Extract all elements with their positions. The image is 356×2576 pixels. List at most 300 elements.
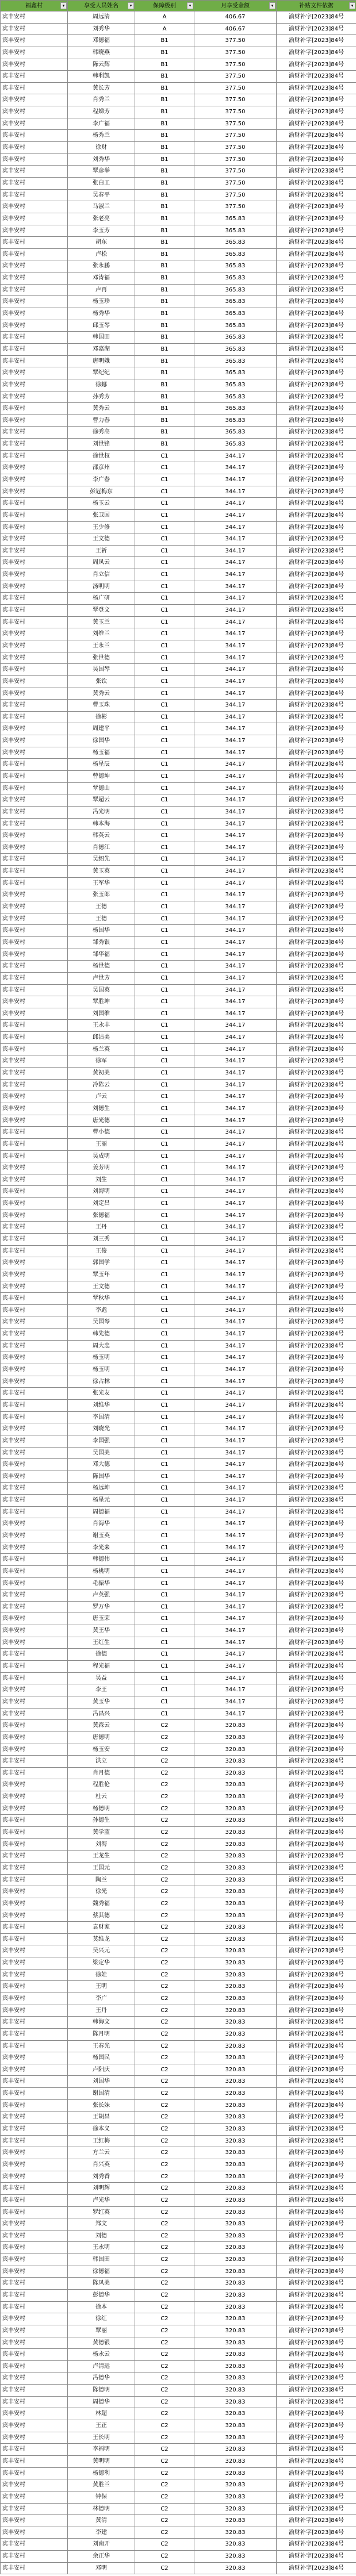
cell-amount[interactable]: 344.17: [194, 486, 277, 498]
cell-village[interactable]: 宾丰安村: [1, 1732, 68, 1744]
cell-amount[interactable]: 377.50: [194, 153, 277, 166]
cell-name[interactable]: 肖兴英: [68, 2159, 135, 2171]
cell-village[interactable]: 宾丰安村: [1, 1411, 68, 1423]
cell-file[interactable]: 渝财补字[2023]84号: [277, 901, 356, 913]
cell-village[interactable]: 宾丰安村: [1, 1352, 68, 1364]
cell-file[interactable]: 渝财补字[2023]84号: [277, 1423, 356, 1435]
cell-file[interactable]: 渝财补字[2023]84号: [277, 877, 356, 889]
cell-name[interactable]: 覃彦举: [68, 166, 135, 178]
cell-village[interactable]: 宾丰安村: [1, 355, 68, 367]
cell-file[interactable]: 渝财补字[2023]84号: [277, 1020, 356, 1032]
cell-amount[interactable]: 320.83: [194, 1756, 277, 1768]
cell-name[interactable]: 覃玉年: [68, 1269, 135, 1281]
cell-file[interactable]: 渝财补字[2023]84号: [277, 925, 356, 937]
cell-amount[interactable]: 344.17: [194, 1008, 277, 1020]
cell-name[interactable]: 黄德银: [68, 2337, 135, 2349]
cell-amount[interactable]: 344.17: [194, 1590, 277, 1602]
cell-village[interactable]: 宾丰安村: [1, 794, 68, 807]
cell-level[interactable]: B1: [135, 414, 194, 427]
cell-name[interactable]: 冷陈云: [68, 1079, 135, 1091]
cell-level[interactable]: B1: [135, 367, 194, 379]
cell-village[interactable]: 宾丰安村: [1, 343, 68, 355]
cell-name[interactable]: 徐彬: [68, 711, 135, 723]
cell-level[interactable]: C1: [135, 1138, 194, 1150]
cell-village[interactable]: 宾丰安村: [1, 1720, 68, 1732]
cell-village[interactable]: 宾丰安村: [1, 1257, 68, 1269]
cell-amount[interactable]: 344.17: [194, 1316, 277, 1329]
cell-file[interactable]: 渝财补字[2023]84号: [277, 2360, 356, 2372]
cell-village[interactable]: 宾丰安村: [1, 2455, 68, 2467]
cell-name[interactable]: 王丹: [68, 1222, 135, 1234]
cell-name[interactable]: 张白工: [68, 177, 135, 189]
cell-level[interactable]: C1: [135, 1495, 194, 1507]
cell-level[interactable]: C2: [135, 2278, 194, 2290]
cell-village[interactable]: 宾丰安村: [1, 664, 68, 676]
cell-village[interactable]: 宾丰安村: [1, 1590, 68, 1602]
cell-level[interactable]: C1: [135, 1281, 194, 1293]
cell-name[interactable]: 王德: [68, 913, 135, 925]
cell-village[interactable]: 宾丰安村: [1, 2124, 68, 2136]
cell-level[interactable]: C2: [135, 2444, 194, 2456]
cell-file[interactable]: 渝财补字[2023]84号: [277, 593, 356, 605]
cell-village[interactable]: 宾丰安村: [1, 593, 68, 605]
cell-village[interactable]: 宾丰安村: [1, 936, 68, 949]
cell-village[interactable]: 宾丰安村: [1, 984, 68, 996]
cell-level[interactable]: C2: [135, 1862, 194, 1874]
cell-name[interactable]: 程光福: [68, 1661, 135, 1673]
cell-village[interactable]: 宾丰安村: [1, 462, 68, 474]
cell-file[interactable]: 渝财补字[2023]84号: [277, 1222, 356, 1234]
cell-name[interactable]: 王春光: [68, 2040, 135, 2052]
cell-name[interactable]: 吴益: [68, 1672, 135, 1684]
cell-village[interactable]: 宾丰安村: [1, 1293, 68, 1305]
cell-file[interactable]: 渝财补字[2023]84号: [277, 1565, 356, 1577]
cell-file[interactable]: 渝财补字[2023]84号: [277, 1411, 356, 1423]
cell-level[interactable]: C1: [135, 961, 194, 973]
cell-village[interactable]: 宾丰安村: [1, 2349, 68, 2361]
cell-amount[interactable]: 320.83: [194, 1779, 277, 1791]
cell-amount[interactable]: 320.83: [194, 2408, 277, 2420]
cell-village[interactable]: 宾丰安村: [1, 1933, 68, 1945]
cell-level[interactable]: C2: [135, 2242, 194, 2254]
cell-village[interactable]: 宾丰安村: [1, 1079, 68, 1091]
cell-name[interactable]: 谢玉英: [68, 1530, 135, 1542]
cell-name[interactable]: 彭德华: [68, 2290, 135, 2302]
cell-name[interactable]: 陈德明: [68, 2385, 135, 2397]
cell-amount[interactable]: 344.17: [194, 1079, 277, 1091]
cell-file[interactable]: 渝财补字[2023]84号: [277, 1945, 356, 1957]
cell-file[interactable]: 渝财补字[2023]84号: [277, 106, 356, 118]
cell-file[interactable]: 渝财补字[2023]84号: [277, 1483, 356, 1495]
cell-village[interactable]: 宾丰安村: [1, 1601, 68, 1613]
cell-name[interactable]: 卢云: [68, 1091, 135, 1103]
cell-village[interactable]: 宾丰安村: [1, 2325, 68, 2337]
cell-level[interactable]: C1: [135, 771, 194, 783]
cell-file[interactable]: 渝财补字[2023]84号: [277, 2301, 356, 2313]
cell-file[interactable]: 渝财补字[2023]84号: [277, 59, 356, 71]
cell-name[interactable]: 李广: [68, 1993, 135, 2005]
cell-level[interactable]: C2: [135, 2124, 194, 2136]
cell-name[interactable]: 王红生: [68, 1637, 135, 1649]
cell-amount[interactable]: 344.17: [194, 1625, 277, 1637]
cell-level[interactable]: C1: [135, 1304, 194, 1316]
cell-file[interactable]: 渝财补字[2023]84号: [277, 2206, 356, 2218]
cell-amount[interactable]: 320.83: [194, 1732, 277, 1744]
cell-amount[interactable]: 344.17: [194, 1198, 277, 1210]
cell-village[interactable]: 宾丰安村: [1, 1483, 68, 1495]
cell-level[interactable]: C1: [135, 842, 194, 854]
cell-amount[interactable]: 320.83: [194, 1957, 277, 1970]
cell-village[interactable]: 宾丰安村: [1, 711, 68, 723]
cell-village[interactable]: 宾丰安村: [1, 1862, 68, 1874]
cell-village[interactable]: 宾丰安村: [1, 2491, 68, 2503]
cell-level[interactable]: C2: [135, 1827, 194, 1839]
cell-level[interactable]: C1: [135, 1233, 194, 1245]
cell-level[interactable]: C1: [135, 474, 194, 486]
cell-amount[interactable]: 320.83: [194, 2562, 277, 2574]
cell-level[interactable]: C1: [135, 1661, 194, 1673]
cell-level[interactable]: C1: [135, 866, 194, 878]
cell-village[interactable]: 宾丰安村: [1, 925, 68, 937]
cell-amount[interactable]: 344.17: [194, 1708, 277, 1720]
cell-name[interactable]: 刘秀华: [68, 23, 135, 35]
cell-village[interactable]: 宾丰安村: [1, 1127, 68, 1139]
cell-file[interactable]: 渝财补字[2023]84号: [277, 1257, 356, 1269]
cell-name[interactable]: 韩国田: [68, 2254, 135, 2266]
cell-level[interactable]: C1: [135, 1637, 194, 1649]
cell-amount[interactable]: 320.83: [194, 2230, 277, 2242]
cell-file[interactable]: 渝财补字[2023]84号: [277, 2408, 356, 2420]
cell-file[interactable]: 渝财补字[2023]84号: [277, 2159, 356, 2171]
cell-file[interactable]: 渝财补字[2023]84号: [277, 2278, 356, 2290]
cell-file[interactable]: 渝财补字[2023]84号: [277, 391, 356, 403]
cell-level[interactable]: C2: [135, 1981, 194, 1993]
cell-level[interactable]: C1: [135, 972, 194, 984]
cell-level[interactable]: C1: [135, 759, 194, 771]
cell-name[interactable]: 黄胜兰: [68, 2479, 135, 2491]
cell-village[interactable]: 宾丰安村: [1, 1554, 68, 1566]
cell-amount[interactable]: 320.83: [194, 2527, 277, 2539]
cell-amount[interactable]: 344.17: [194, 1329, 277, 1341]
cell-amount[interactable]: 344.17: [194, 557, 277, 569]
cell-file[interactable]: 渝财补字[2023]84号: [277, 949, 356, 961]
cell-amount[interactable]: 344.17: [194, 1684, 277, 1696]
cell-name[interactable]: 邹秀银: [68, 936, 135, 949]
cell-name[interactable]: 卢松: [68, 248, 135, 260]
cell-file[interactable]: 渝财补字[2023]84号: [277, 1008, 356, 1020]
cell-file[interactable]: 渝财补字[2023]84号: [277, 1957, 356, 1970]
cell-amount[interactable]: 344.17: [194, 1649, 277, 1661]
cell-level[interactable]: C2: [135, 2076, 194, 2088]
cell-amount[interactable]: 320.83: [194, 1945, 277, 1957]
cell-name[interactable]: 杨秀华: [68, 308, 135, 320]
cell-level[interactable]: C1: [135, 936, 194, 949]
cell-amount[interactable]: 344.17: [194, 581, 277, 593]
cell-amount[interactable]: 365.83: [194, 403, 277, 415]
cell-amount[interactable]: 320.83: [194, 2099, 277, 2112]
cell-name[interactable]: 唐光德: [68, 1115, 135, 1127]
cell-level[interactable]: B1: [135, 332, 194, 344]
cell-name[interactable]: 刘维兰: [68, 628, 135, 640]
cell-file[interactable]: 渝财补字[2023]84号: [277, 296, 356, 308]
cell-file[interactable]: 渝财补字[2023]84号: [277, 972, 356, 984]
cell-village[interactable]: 宾丰安村: [1, 1329, 68, 1341]
cell-level[interactable]: C1: [135, 1435, 194, 1447]
cell-amount[interactable]: 344.17: [194, 533, 277, 546]
cell-village[interactable]: 宾丰安村: [1, 1055, 68, 1068]
cell-level[interactable]: C1: [135, 1518, 194, 1530]
cell-amount[interactable]: 365.83: [194, 414, 277, 427]
cell-village[interactable]: 宾丰安村: [1, 166, 68, 178]
cell-level[interactable]: C1: [135, 1601, 194, 1613]
cell-file[interactable]: 渝财补字[2023]84号: [277, 2527, 356, 2539]
cell-name[interactable]: 陈凤美: [68, 2278, 135, 2290]
cell-name[interactable]: 王丽: [68, 1138, 135, 1150]
cell-amount[interactable]: 320.83: [194, 2301, 277, 2313]
cell-file[interactable]: 渝财补字[2023]84号: [277, 71, 356, 83]
cell-file[interactable]: 渝财补字[2023]84号: [277, 2076, 356, 2088]
cell-file[interactable]: 渝财补字[2023]84号: [277, 675, 356, 688]
cell-file[interactable]: 渝财补字[2023]84号: [277, 2396, 356, 2408]
cell-amount[interactable]: 344.17: [194, 688, 277, 700]
cell-village[interactable]: 宾丰安村: [1, 1316, 68, 1329]
cell-name[interactable]: 黄玉英: [68, 866, 135, 878]
cell-amount[interactable]: 320.83: [194, 2278, 277, 2290]
cell-name[interactable]: 邓明: [68, 2562, 135, 2574]
cell-level[interactable]: C2: [135, 2551, 194, 2563]
cell-file[interactable]: 渝财补字[2023]84号: [277, 1637, 356, 1649]
cell-amount[interactable]: 320.83: [194, 2360, 277, 2372]
cell-amount[interactable]: 377.50: [194, 201, 277, 213]
cell-village[interactable]: 宾丰安村: [1, 866, 68, 878]
cell-level[interactable]: C2: [135, 2135, 194, 2147]
cell-village[interactable]: 宾丰安村: [1, 1815, 68, 1827]
cell-village[interactable]: 宾丰安村: [1, 1162, 68, 1174]
cell-level[interactable]: B1: [135, 82, 194, 94]
cell-file[interactable]: 渝财补字[2023]84号: [277, 2503, 356, 2515]
cell-file[interactable]: 渝财补字[2023]84号: [277, 355, 356, 367]
cell-level[interactable]: C2: [135, 2313, 194, 2325]
cell-name[interactable]: 王明: [68, 1981, 135, 1993]
cell-level[interactable]: C1: [135, 1364, 194, 1376]
cell-level[interactable]: C2: [135, 2360, 194, 2372]
cell-village[interactable]: 宾丰安村: [1, 367, 68, 379]
cell-level[interactable]: C1: [135, 1162, 194, 1174]
cell-file[interactable]: 渝财补字[2023]84号: [277, 1898, 356, 1910]
cell-name[interactable]: 韩海文: [68, 2017, 135, 2029]
cell-file[interactable]: 渝财补字[2023]84号: [277, 2491, 356, 2503]
cell-file[interactable]: 渝财补字[2023]84号: [277, 1791, 356, 1803]
cell-name[interactable]: 王永兰: [68, 640, 135, 652]
cell-amount[interactable]: 344.17: [194, 1245, 277, 1257]
cell-village[interactable]: 宾丰安村: [1, 2396, 68, 2408]
cell-file[interactable]: 渝财补字[2023]84号: [277, 961, 356, 973]
cell-file[interactable]: 渝财补字[2023]84号: [277, 1316, 356, 1329]
cell-amount[interactable]: 344.17: [194, 509, 277, 521]
cell-file[interactable]: 渝财补字[2023]84号: [277, 1708, 356, 1720]
cell-amount[interactable]: 344.17: [194, 961, 277, 973]
cell-amount[interactable]: 377.50: [194, 118, 277, 130]
cell-name[interactable]: 徐娃: [68, 1969, 135, 1981]
cell-village[interactable]: 宾丰安村: [1, 616, 68, 628]
cell-amount[interactable]: 344.17: [194, 747, 277, 759]
cell-level[interactable]: C2: [135, 1886, 194, 1898]
cell-name[interactable]: 吴绍先: [68, 854, 135, 866]
cell-file[interactable]: 渝财补字[2023]84号: [277, 1376, 356, 1388]
cell-level[interactable]: B1: [135, 47, 194, 59]
cell-amount[interactable]: 365.83: [194, 225, 277, 237]
cell-file[interactable]: 渝财补字[2023]84号: [277, 284, 356, 296]
cell-name[interactable]: 徐德: [68, 1649, 135, 1661]
cell-village[interactable]: 宾丰安村: [1, 1518, 68, 1530]
cell-level[interactable]: C1: [135, 1613, 194, 1625]
cell-level[interactable]: C2: [135, 2230, 194, 2242]
cell-amount[interactable]: 320.83: [194, 2135, 277, 2147]
cell-village[interactable]: 宾丰安村: [1, 569, 68, 581]
cell-village[interactable]: 宾丰安村: [1, 1945, 68, 1957]
cell-amount[interactable]: 344.17: [194, 1447, 277, 1459]
cell-level[interactable]: C1: [135, 1565, 194, 1577]
cell-level[interactable]: C2: [135, 1756, 194, 1768]
cell-level[interactable]: C2: [135, 2325, 194, 2337]
cell-village[interactable]: 宾丰安村: [1, 1898, 68, 1910]
cell-name[interactable]: 周德华: [68, 2396, 135, 2408]
cell-level[interactable]: C2: [135, 2420, 194, 2432]
cell-name[interactable]: 王文德: [68, 1281, 135, 1293]
cell-name[interactable]: 王俊: [68, 1245, 135, 1257]
cell-village[interactable]: 宾丰安村: [1, 1150, 68, 1162]
cell-file[interactable]: 渝财补字[2023]84号: [277, 557, 356, 569]
cell-file[interactable]: 渝财补字[2023]84号: [277, 414, 356, 427]
cell-name[interactable]: 罗红英: [68, 2206, 135, 2218]
cell-level[interactable]: C1: [135, 1186, 194, 1198]
cell-village[interactable]: 宾丰安村: [1, 723, 68, 735]
header-amount[interactable]: 月享受金额 ▾: [194, 1, 277, 11]
cell-village[interactable]: 宾丰安村: [1, 1767, 68, 1779]
cell-file[interactable]: 渝财补字[2023]84号: [277, 1672, 356, 1684]
cell-name[interactable]: 姜芳明: [68, 1162, 135, 1174]
cell-name[interactable]: 李国清: [68, 1411, 135, 1423]
cell-amount[interactable]: 344.17: [194, 605, 277, 617]
cell-name[interactable]: 陈月明: [68, 2028, 135, 2040]
cell-amount[interactable]: 365.83: [194, 260, 277, 272]
cell-file[interactable]: 渝财补字[2023]84号: [277, 1269, 356, 1281]
cell-file[interactable]: 渝财补字[2023]84号: [277, 2467, 356, 2479]
cell-name[interactable]: 王胡昌: [68, 2112, 135, 2124]
cell-village[interactable]: 宾丰安村: [1, 1198, 68, 1210]
cell-name[interactable]: 徐秀高: [68, 427, 135, 439]
cell-file[interactable]: 渝财补字[2023]84号: [277, 237, 356, 249]
cell-amount[interactable]: 344.17: [194, 1186, 277, 1198]
cell-name[interactable]: 黄初美: [68, 1068, 135, 1080]
cell-amount[interactable]: 377.50: [194, 166, 277, 178]
cell-level[interactable]: C1: [135, 1423, 194, 1435]
cell-amount[interactable]: 344.17: [194, 866, 277, 878]
cell-file[interactable]: 渝财补字[2023]84号: [277, 640, 356, 652]
cell-name[interactable]: 王正: [68, 2420, 135, 2432]
cell-file[interactable]: 渝财补字[2023]84号: [277, 2135, 356, 2147]
cell-file[interactable]: 渝财补字[2023]84号: [277, 605, 356, 617]
cell-village[interactable]: 宾丰安村: [1, 71, 68, 83]
cell-level[interactable]: C1: [135, 1483, 194, 1495]
cell-level[interactable]: B1: [135, 225, 194, 237]
cell-level[interactable]: C1: [135, 1388, 194, 1400]
cell-village[interactable]: 宾丰安村: [1, 1625, 68, 1637]
cell-level[interactable]: B1: [135, 189, 194, 201]
cell-file[interactable]: 渝财补字[2023]84号: [277, 1993, 356, 2005]
cell-name[interactable]: 邱洁美: [68, 1032, 135, 1044]
cell-level[interactable]: C2: [135, 2290, 194, 2302]
cell-name[interactable]: 杨星元: [68, 1495, 135, 1507]
cell-village[interactable]: 宾丰安村: [1, 1020, 68, 1032]
cell-file[interactable]: 渝财补字[2023]84号: [277, 1304, 356, 1316]
cell-file[interactable]: 渝财补字[2023]84号: [277, 1886, 356, 1898]
cell-amount[interactable]: 344.17: [194, 1388, 277, 1400]
cell-village[interactable]: 宾丰安村: [1, 1684, 68, 1696]
cell-file[interactable]: 渝财补字[2023]84号: [277, 2562, 356, 2574]
cell-amount[interactable]: 320.83: [194, 2349, 277, 2361]
cell-village[interactable]: 宾丰安村: [1, 47, 68, 59]
cell-village[interactable]: 宾丰安村: [1, 118, 68, 130]
cell-name[interactable]: 韩英云: [68, 830, 135, 842]
cell-file[interactable]: 渝财补字[2023]84号: [277, 2064, 356, 2076]
cell-village[interactable]: 宾丰安村: [1, 2385, 68, 2397]
cell-level[interactable]: C1: [135, 569, 194, 581]
cell-village[interactable]: 宾丰安村: [1, 2527, 68, 2539]
cell-amount[interactable]: 320.83: [194, 1767, 277, 1779]
cell-file[interactable]: 渝财补字[2023]84号: [277, 2515, 356, 2527]
cell-name[interactable]: 陈国华: [68, 1471, 135, 1483]
cell-level[interactable]: C2: [135, 2467, 194, 2479]
cell-name[interactable]: 郭国学: [68, 1257, 135, 1269]
cell-file[interactable]: 渝财补字[2023]84号: [277, 1233, 356, 1245]
cell-name[interactable]: 王红梅: [68, 2135, 135, 2147]
cell-village[interactable]: 宾丰安村: [1, 1886, 68, 1898]
cell-file[interactable]: 渝财补字[2023]84号: [277, 427, 356, 439]
cell-name[interactable]: 卢清远: [68, 2360, 135, 2372]
cell-name[interactable]: 程娣芳: [68, 106, 135, 118]
cell-file[interactable]: 渝财补字[2023]84号: [277, 581, 356, 593]
cell-amount[interactable]: 344.17: [194, 1696, 277, 1708]
cell-amount[interactable]: 344.17: [194, 1483, 277, 1495]
cell-amount[interactable]: 344.17: [194, 1032, 277, 1044]
cell-name[interactable]: 邵彦州: [68, 462, 135, 474]
cell-file[interactable]: 渝财补字[2023]84号: [277, 11, 356, 24]
cell-level[interactable]: C2: [135, 2040, 194, 2052]
cell-amount[interactable]: 320.83: [194, 2017, 277, 2029]
cell-village[interactable]: 宾丰安村: [1, 1103, 68, 1115]
cell-level[interactable]: C1: [135, 1340, 194, 1352]
cell-name[interactable]: 邓大德: [68, 1459, 135, 1471]
cell-village[interactable]: 宾丰安村: [1, 1471, 68, 1483]
cell-village[interactable]: 宾丰安村: [1, 889, 68, 901]
cell-village[interactable]: 宾丰安村: [1, 1210, 68, 1222]
cell-village[interactable]: 宾丰安村: [1, 130, 68, 142]
cell-file[interactable]: 渝财补字[2023]84号: [277, 1851, 356, 1863]
cell-level[interactable]: C1: [135, 1115, 194, 1127]
cell-name[interactable]: 张德福: [68, 1210, 135, 1222]
cell-name[interactable]: 徐本: [68, 2301, 135, 2313]
cell-name[interactable]: 黄秀云: [68, 688, 135, 700]
cell-level[interactable]: B1: [135, 142, 194, 154]
cell-village[interactable]: 宾丰安村: [1, 2420, 68, 2432]
cell-level[interactable]: C1: [135, 1068, 194, 1080]
cell-level[interactable]: C1: [135, 1269, 194, 1281]
cell-village[interactable]: 宾丰安村: [1, 688, 68, 700]
cell-level[interactable]: C2: [135, 2112, 194, 2124]
cell-amount[interactable]: 344.17: [194, 1233, 277, 1245]
cell-file[interactable]: 渝财补字[2023]84号: [277, 1720, 356, 1732]
